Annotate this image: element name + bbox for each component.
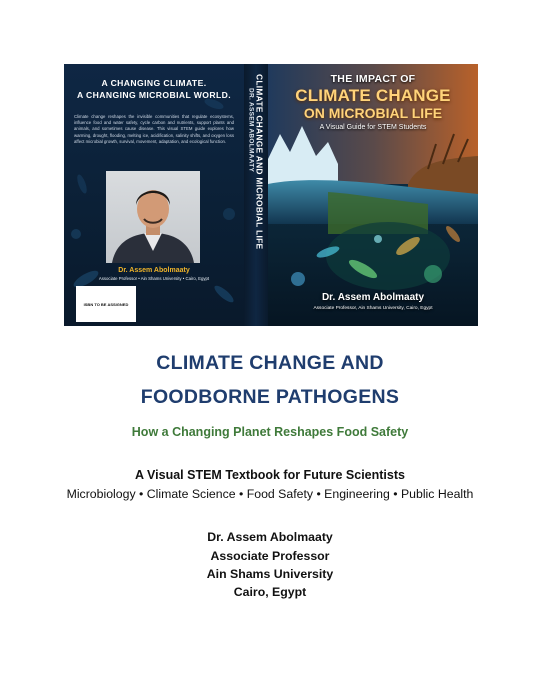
back-cover-blurb: Climate change reshapes the invisible communities that regulate ecosystems, influence food and water safety, cycle carbon and nutrients, support plants and animals, and sometimes cause disease. This visual STEM guide explores how warming, drought, flooding, melting ice, acidification, salinity shifts, and oxygen loss affect microbial growth, survival, movement, adaptation, and ecological function. (74, 114, 234, 144)
front-cover (268, 64, 478, 326)
document-series-line: A Visual STEM Textbook for Future Scientists (135, 468, 405, 482)
back-cover (64, 64, 244, 326)
back-cover-author-title: Associate Professor • Ain Shams University • Cairo, Egypt (98, 276, 210, 281)
front-title-line-1: THE IMPACT OF (330, 73, 416, 85)
author-photo (106, 171, 200, 263)
back-cover-author-name: Dr. Assem Abolmaaty (118, 267, 190, 274)
front-subtitle: A Visual Guide for STEM Students (319, 124, 427, 131)
spine-title: CLIMATE CHANGE AND MICROBIAL LIFE (254, 74, 265, 250)
document-subtitle: How a Changing Planet Reshapes Food Safety (131, 425, 409, 439)
author-location: Cairo, Egypt (233, 585, 307, 599)
book-cover-image (64, 64, 478, 326)
author-position: Associate Professor (210, 549, 330, 563)
spine-author: DR. ASSEM ABOLMAATY (247, 88, 255, 173)
author-name: Dr. Assem Abolmaaty (207, 530, 333, 544)
front-title-line-3: ON MICROBIAL LIFE (303, 105, 443, 121)
front-author-affiliation: Associate Professor, Ain Shams University, Cairo, Egypt (313, 306, 433, 311)
document-title-line-2: FOODBORNE PATHOGENS (140, 386, 400, 408)
back-cover-headline-1: A CHANGING CLIMATE. (101, 78, 207, 88)
isbn-box: ISBN TO BE ASSIGNED (76, 286, 136, 322)
author-university: Ain Shams University (206, 567, 334, 581)
document-title-line-1: CLIMATE CHANGE AND (156, 352, 384, 374)
front-title-line-2: CLIMATE CHANGE (295, 86, 451, 105)
book-spine (244, 64, 268, 326)
document-fields-line: Microbiology • Climate Science • Food Safety • Engineering • Public Health (66, 487, 474, 501)
back-cover-headline-2: A CHANGING MICROBIAL WORLD. (76, 90, 232, 100)
front-author-name: Dr. Assem Abolmaaty (321, 292, 425, 303)
